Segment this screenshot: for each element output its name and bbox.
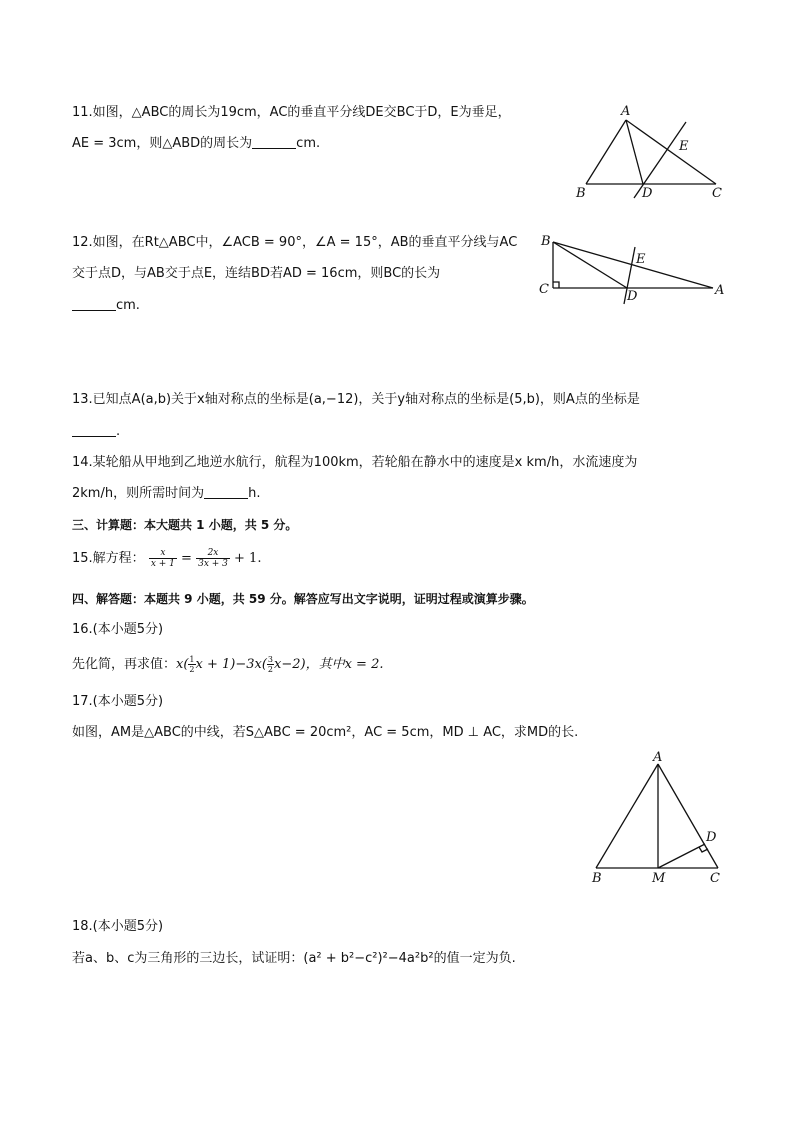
q12-line3 — [72, 297, 140, 315]
answer-blank — [72, 298, 116, 311]
q16-f2-num: 3 — [267, 655, 274, 664]
q12-segment-bd — [553, 242, 627, 288]
q15-equals: = — [181, 551, 192, 566]
q16-part3: x−2)，其中x = 2. — [274, 657, 384, 672]
q15-suffix: + 1. — [234, 551, 262, 566]
q17-label-a: A — [653, 750, 663, 765]
q12-line2: 交于点D，与AB交于点E，连结BD若AD = 16cm，则BC的长为 — [72, 266, 441, 281]
q13-line1: 13.已知点A(a,b)关于x轴对称点的坐标是(a,−12)，关于y轴对称点的坐标是(5,b)，则A点的坐标是 — [72, 392, 640, 407]
q11-label-b: B — [576, 186, 586, 201]
q11-side-ab — [586, 120, 626, 184]
q12-label-b: B — [541, 234, 551, 249]
q17-label-d: D — [706, 830, 717, 845]
q16-f1-den: 2 — [189, 665, 195, 674]
q17-label-c: C — [710, 871, 720, 886]
q11-label-c: C — [712, 186, 722, 201]
q15-frac2-den: 3x + 3 — [198, 559, 228, 569]
q17-label-b: B — [592, 871, 602, 886]
section-3-heading: 三、计算题：本大题共 1 小题，共 5 分。 — [72, 518, 298, 532]
q13-period: . — [116, 424, 121, 439]
q12-side-ab — [553, 242, 713, 288]
q15-fraction-2 — [196, 548, 230, 569]
q16-header: 16.(本小题5分) — [72, 622, 164, 637]
q17-side-ab — [596, 764, 658, 868]
q17-segment-md — [658, 844, 705, 868]
q12-line1: 12.如图，在Rt△ABC中，∠ACB = 90°，∠A = 15°，AB的垂直平分线与AC — [72, 235, 518, 250]
q12-label-a: A — [715, 283, 725, 298]
q15-frac2-num: 2x — [196, 548, 230, 559]
q11-label-d: D — [642, 186, 653, 201]
section-4-heading: 四、解答题：本题共 9 小题，共 59 分。解答应写出文字说明，证明过程或演算步骤。 — [72, 592, 534, 606]
q14-line2-text: 2km/h，则所需时间为 — [72, 486, 205, 501]
q11-line1: 11.如图，△ABC的周长为19cm，AC的垂直平分线DE交BC于D，E为垂足， — [72, 105, 511, 120]
q15-fraction-1 — [149, 548, 177, 569]
q11-label-e: E — [679, 139, 689, 154]
q16-part2: x + 1)−3x( — [195, 657, 267, 672]
q16-fraction-1 — [188, 655, 195, 674]
q16-fraction-2 — [267, 655, 274, 674]
q16-part1: x( — [176, 657, 189, 672]
answer-blank — [72, 424, 116, 437]
q15-frac1-num: x — [149, 548, 177, 559]
q14-unit: h. — [248, 486, 261, 501]
q17-text: 如图，AM是△ABC的中线，若S△ABC = 20cm²，AC = 5cm，MD ⊥ AC，求MD的长. — [72, 725, 579, 740]
q15-frac1-den: x + 1 — [150, 559, 175, 569]
answer-blank — [204, 486, 248, 499]
q16-f1-num: 1 — [189, 655, 195, 664]
q12-right-angle-mark — [553, 282, 559, 288]
q12-label-e: E — [636, 252, 646, 267]
q15-line — [72, 548, 261, 569]
q12-label-d: D — [627, 289, 638, 304]
q17-figure — [582, 748, 732, 890]
q15-prefix: 15.解方程： — [72, 551, 145, 566]
q11-unit: cm. — [296, 136, 321, 151]
q11-side-ac — [626, 120, 716, 184]
q11-line2-text: AE = 3cm，则△ABD的周长为 — [72, 136, 253, 151]
q18-text: 若a、b、c为三角形的三边长，试证明：(a² + b²−c²)²−4a²b²的值一定为负. — [72, 951, 516, 966]
q11-label-a: A — [621, 104, 631, 119]
q12-figure — [535, 230, 730, 308]
q16-prefix: 先化简，再求值： — [72, 657, 177, 672]
q11-line2 — [72, 135, 320, 153]
q18-header: 18.(本小题5分) — [72, 919, 164, 934]
q16-f2-den: 2 — [267, 665, 274, 674]
q16-expression — [72, 655, 383, 674]
q12-label-c: C — [539, 282, 549, 297]
q12-unit: cm. — [116, 298, 140, 313]
answer-blank — [252, 136, 296, 149]
q13-line2 — [72, 423, 120, 441]
q17-label-m: M — [652, 871, 666, 886]
q14-line2 — [72, 485, 260, 503]
q11-figure — [570, 100, 730, 205]
q17-header: 17.(本小题5分) — [72, 694, 164, 709]
q14-line1: 14.某轮船从甲地到乙地逆水航行，航程为100km，若轮船在静水中的速度是x km/h，水流速度为 — [72, 455, 638, 470]
